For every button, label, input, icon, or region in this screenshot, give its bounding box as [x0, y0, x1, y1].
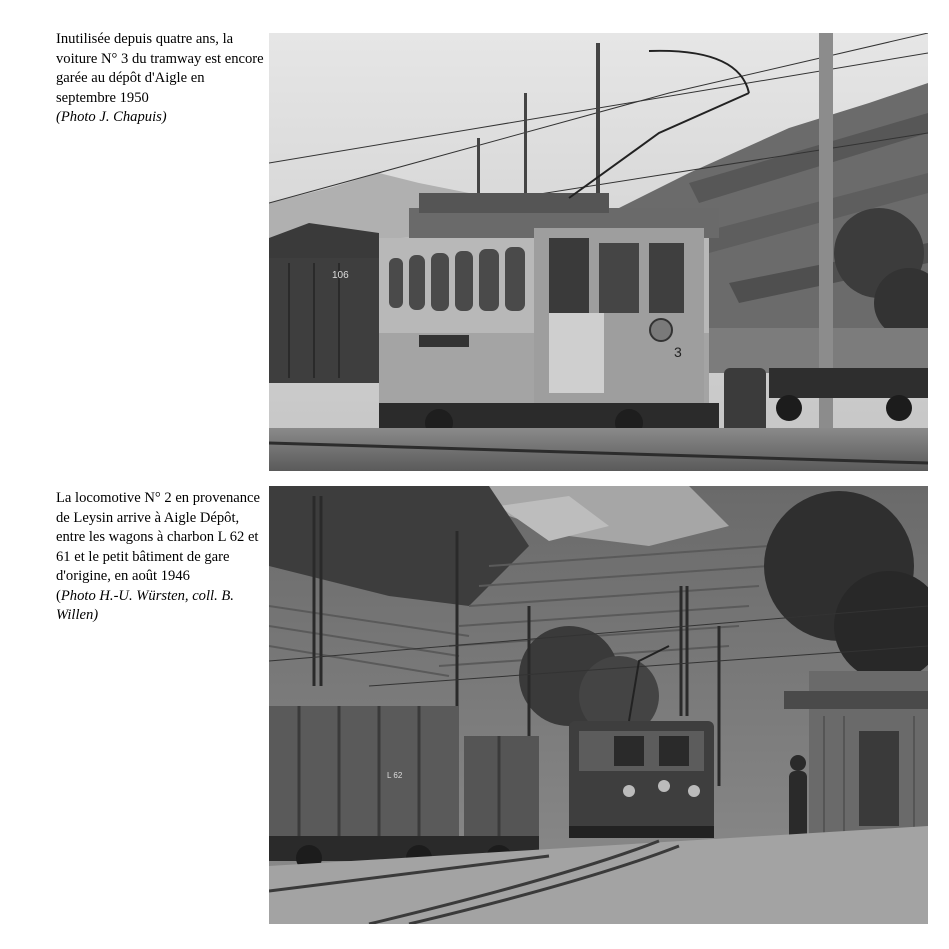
- wagon-marks: L 62: [387, 771, 403, 780]
- photo-caption-2: [56, 489, 268, 626]
- photo-locomotive-2: [269, 486, 928, 924]
- tram-car-photo-image: [269, 33, 928, 471]
- tram-car: [379, 193, 719, 437]
- caption-2-credit: [56, 587, 268, 626]
- wagon-number: 106: [332, 270, 349, 281]
- caption-2-text: La locomotive N° 2 en provenance de Leysin arrive à Aigle Dépôt, entre les wagons à charbon L 62 et 61 et le petit bâtiment de gare d'origine, en août 1946: [56, 490, 260, 584]
- caption-1-text: Inutilisée depuis quatre ans, la voiture N° 3 du tramway est encore garée au dépôt d'Aigle en septembre 1950: [56, 31, 264, 106]
- caption-2-credit-text: Photo H.-U. Würsten, coll. B. Willen): [56, 587, 234, 623]
- caption-2-credit-prefix: (: [56, 587, 61, 604]
- goods-wagon: [269, 258, 379, 383]
- locomotive-photo-image: [269, 486, 928, 924]
- caption-1-credit: (Photo J. Chapuis): [56, 109, 167, 125]
- photo-tram-car-3: [269, 33, 928, 471]
- photo-caption-1: [56, 30, 268, 128]
- tram-number: 3: [674, 344, 682, 360]
